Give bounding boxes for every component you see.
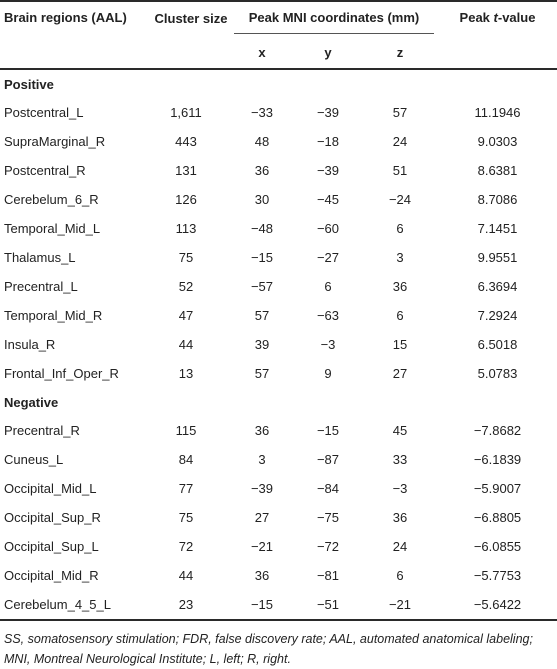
cell-x: −15 bbox=[250, 250, 274, 265]
header-y: y bbox=[294, 36, 362, 69]
cell-t-value: 7.2924 bbox=[477, 308, 518, 323]
cell-region: Occipital_Mid_L bbox=[4, 481, 97, 496]
cell-cluster-size: 113 bbox=[175, 221, 197, 236]
cell-y: −18 bbox=[316, 134, 340, 149]
cell-x: 39 bbox=[254, 337, 270, 352]
cell-y: −72 bbox=[316, 539, 340, 554]
cell-x: −48 bbox=[250, 221, 274, 236]
cell-x: 3 bbox=[258, 452, 266, 467]
cell-y: 6 bbox=[324, 279, 332, 294]
cell-region: Temporal_Mid_L bbox=[4, 221, 101, 236]
table-row bbox=[0, 127, 557, 156]
cell-region: Precentral_R bbox=[4, 423, 80, 438]
cell-cluster-size: 23 bbox=[152, 590, 230, 620]
cell-y: −39 bbox=[316, 163, 340, 178]
cell-y: −63 bbox=[316, 308, 340, 323]
cell-x: 57 bbox=[254, 308, 270, 323]
header-peak-t-prefix: Peak bbox=[459, 10, 494, 25]
section-header bbox=[0, 69, 557, 98]
cell-region: Frontal_Inf_Oper_R bbox=[4, 366, 119, 381]
cell-t-value: 6.5018 bbox=[477, 337, 518, 352]
cell-y: −15 bbox=[316, 423, 340, 438]
cell-t-value: 9.0303 bbox=[477, 134, 518, 149]
cell-region: Postcentral_R bbox=[4, 163, 86, 178]
cell-z: 45 bbox=[392, 423, 408, 438]
cell-x: −21 bbox=[250, 539, 274, 554]
cell-x: −15 bbox=[230, 590, 294, 620]
cell-t-value: −7.8682 bbox=[473, 423, 522, 438]
section-label: Negative bbox=[4, 394, 59, 410]
header-peak-t-value bbox=[438, 1, 557, 69]
header-x: x bbox=[230, 36, 294, 69]
cell-x: 27 bbox=[254, 510, 270, 525]
cell-x: 30 bbox=[254, 192, 270, 207]
cell-cluster-size: 44 bbox=[178, 337, 194, 352]
cell-y: −81 bbox=[316, 568, 340, 583]
header-peak-mni bbox=[230, 1, 438, 36]
table-row bbox=[0, 590, 557, 620]
cell-x: 57 bbox=[254, 366, 270, 381]
cell-t-value: −5.7753 bbox=[473, 568, 522, 583]
table-row bbox=[0, 416, 557, 445]
table-row bbox=[0, 272, 557, 301]
cell-cluster-size: 131 bbox=[175, 163, 197, 178]
cell-y: −75 bbox=[316, 510, 340, 525]
cell-region: Postcentral_L bbox=[4, 105, 84, 120]
cell-t-value: −6.1839 bbox=[473, 452, 522, 467]
cell-t-value: −6.0855 bbox=[473, 539, 522, 554]
cell-z: 36 bbox=[392, 510, 408, 525]
cell-y: −45 bbox=[316, 192, 340, 207]
cell-x: 36 bbox=[254, 163, 270, 178]
header-cluster-size: Cluster size bbox=[152, 1, 230, 69]
cell-x: 36 bbox=[254, 423, 270, 438]
cell-t-value: 5.0783 bbox=[477, 366, 518, 381]
cell-z: 6 bbox=[396, 221, 404, 236]
cell-z: 6 bbox=[396, 308, 404, 323]
section-header bbox=[0, 388, 557, 416]
cell-cluster-size: 75 bbox=[178, 250, 194, 265]
header-brain-regions: Brain regions (AAL) bbox=[0, 1, 152, 69]
cell-t-value: −5.6422 bbox=[438, 590, 557, 620]
table-row bbox=[0, 503, 557, 532]
table-footnote: SS, somatosensory stimulation; FDR, false discovery rate; AAL, automated anatomical labeling; MNI, Montreal Neurological Institute; L, left; R, right. bbox=[4, 632, 533, 666]
cell-cluster-size: 126 bbox=[175, 192, 197, 207]
section-label: Positive bbox=[4, 76, 54, 92]
cell-region: Occipital_Sup_L bbox=[4, 539, 99, 554]
cell-z: 24 bbox=[392, 539, 408, 554]
cell-region: Occipital_Mid_R bbox=[4, 568, 99, 583]
cell-z: 3 bbox=[396, 250, 404, 265]
cell-y: −39 bbox=[316, 105, 340, 120]
header-peak-t-suffix: -value bbox=[497, 10, 536, 25]
cell-region: Occipital_Sup_R bbox=[4, 510, 101, 525]
table-row bbox=[0, 561, 557, 590]
cell-y: −27 bbox=[316, 250, 340, 265]
cell-t-value: 11.1946 bbox=[474, 105, 521, 120]
cell-region: Precentral_L bbox=[4, 279, 78, 294]
header-peak-t-italic: t bbox=[493, 10, 498, 25]
table-row bbox=[0, 532, 557, 561]
cell-z: 33 bbox=[392, 452, 408, 467]
cell-x: −33 bbox=[250, 105, 274, 120]
table-body bbox=[0, 69, 557, 620]
cell-x: 48 bbox=[254, 134, 270, 149]
cell-cluster-size: 443 bbox=[175, 134, 197, 149]
table-row bbox=[0, 156, 557, 185]
table-row bbox=[0, 474, 557, 503]
cell-z: 27 bbox=[392, 366, 408, 381]
cell-cluster-size: 77 bbox=[178, 481, 194, 496]
table-row bbox=[0, 359, 557, 388]
cell-y: −60 bbox=[316, 221, 340, 236]
cell-z: 51 bbox=[392, 163, 408, 178]
cell-y: −84 bbox=[316, 481, 340, 496]
cell-y: 9 bbox=[324, 366, 332, 381]
cell-z: 6 bbox=[396, 568, 404, 583]
cell-t-value: 9.9551 bbox=[477, 250, 518, 265]
cell-region: Cerebelum_6_R bbox=[4, 192, 99, 207]
cell-cluster-size: 1,611 bbox=[170, 105, 202, 120]
cell-cluster-size: 13 bbox=[178, 366, 194, 381]
cell-z: −24 bbox=[388, 192, 412, 207]
table-row bbox=[0, 214, 557, 243]
cell-y: −51 bbox=[294, 590, 362, 620]
cell-region: Cerebelum_4_5_L bbox=[0, 590, 152, 620]
cell-y: −87 bbox=[316, 452, 340, 467]
cell-y: −3 bbox=[320, 337, 336, 352]
cell-cluster-size: 115 bbox=[175, 423, 197, 438]
cell-region: Temporal_Mid_R bbox=[4, 308, 103, 323]
cell-t-value: 7.1451 bbox=[477, 221, 518, 236]
cell-z: 36 bbox=[392, 279, 408, 294]
table-row bbox=[0, 445, 557, 474]
table-row bbox=[0, 301, 557, 330]
cell-region: SupraMarginal_R bbox=[4, 134, 106, 149]
cell-x: −57 bbox=[250, 279, 274, 294]
cell-region: Cuneus_L bbox=[4, 452, 64, 467]
cell-t-value: −5.9007 bbox=[473, 481, 522, 496]
cell-x: 36 bbox=[254, 568, 270, 583]
cell-t-value: 8.6381 bbox=[477, 163, 518, 178]
cell-z: 15 bbox=[392, 337, 408, 352]
cell-t-value: 8.7086 bbox=[477, 192, 518, 207]
cell-cluster-size: 52 bbox=[178, 279, 194, 294]
cell-region: Thalamus_L bbox=[4, 250, 76, 265]
cell-t-value: 6.3694 bbox=[477, 279, 518, 294]
cell-cluster-size: 47 bbox=[178, 308, 194, 323]
table-row bbox=[0, 330, 557, 359]
table-row bbox=[0, 243, 557, 272]
header-peak-mni-label: Peak MNI coordinates (mm) bbox=[234, 4, 434, 34]
cell-z: −3 bbox=[392, 481, 408, 496]
table-row bbox=[0, 185, 557, 214]
cell-z: 24 bbox=[392, 134, 408, 149]
cell-cluster-size: 72 bbox=[178, 539, 194, 554]
cell-t-value: −6.8805 bbox=[473, 510, 522, 525]
cell-cluster-size: 84 bbox=[178, 452, 194, 467]
table-row bbox=[0, 98, 557, 127]
cell-z: −21 bbox=[362, 590, 438, 620]
header-z: z bbox=[362, 36, 438, 69]
cell-cluster-size: 75 bbox=[178, 510, 194, 525]
cell-z: 57 bbox=[392, 105, 408, 120]
cell-cluster-size: 44 bbox=[178, 568, 194, 583]
cell-region: Insula_R bbox=[4, 337, 56, 352]
cell-x: −39 bbox=[250, 481, 274, 496]
